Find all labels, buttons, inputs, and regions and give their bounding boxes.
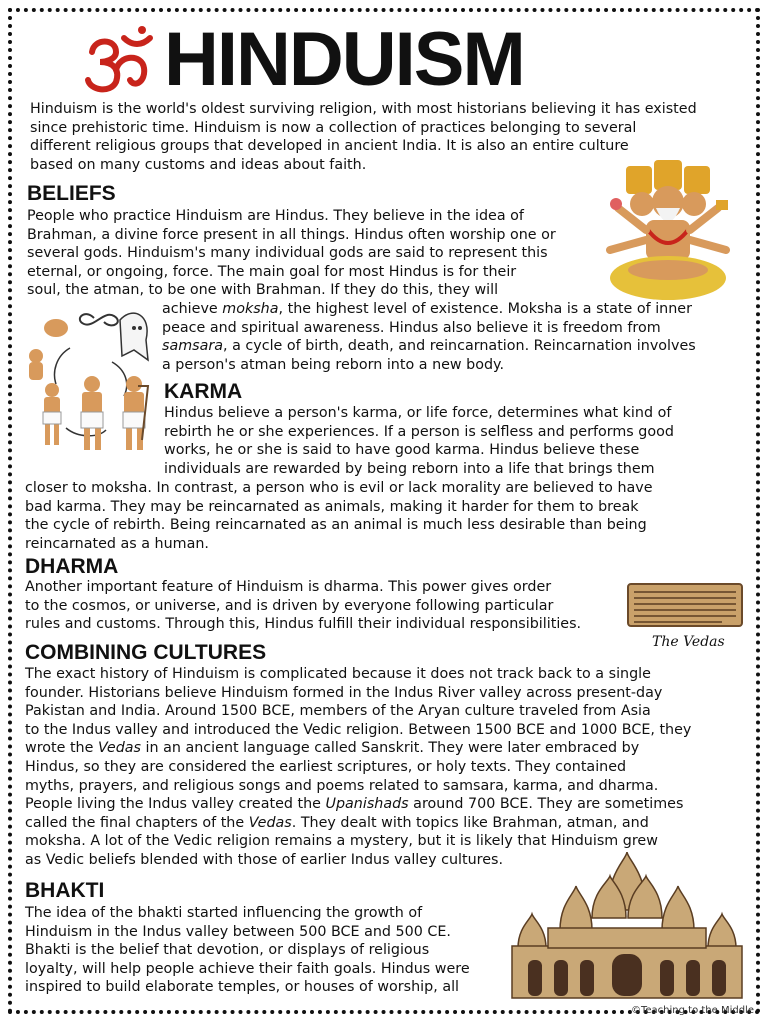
text-line: several gods. Hinduism's many individual gods are said to represent this: [27, 245, 548, 262]
text-line: moksha. A lot of the Vedic religion remains a mystery, but it is likely that Hinduism grew: [25, 833, 658, 850]
brahma-illustration: [598, 160, 738, 305]
text-line: soul, the atman, to be one with Brahman. If they do this, they will: [27, 282, 499, 299]
text-line: Hinduism in the Indus valley between 500 BCE and 500 CE.: [25, 923, 451, 940]
page-title: HINDUISM: [164, 17, 524, 102]
intro-paragraph: [30, 100, 697, 174]
title-row: [80, 17, 524, 102]
text-line: Hinduism is the world's oldest surviving religion, with most historians believing it has existed: [30, 101, 697, 117]
text-line: individuals are rewarded by being reborn into a life that brings them: [164, 460, 655, 477]
karma-heading: KARMA: [164, 380, 243, 403]
text-line: to the Indus valley and introduced the Vedic religion. Between 1500 BCE and 1000 BCE, they: [25, 721, 692, 738]
text-line: myths, prayers, and religious songs and poems related to samsara, karma, and dharma.: [25, 777, 659, 794]
text-line: The idea of the bhakti started influencing the growth of: [25, 905, 423, 921]
text-line: founder. Historians believe Hinduism formed in the Indus River valley across present-day: [25, 684, 663, 701]
text-line: works, he or she is said to have good karma. Hindus believe these: [164, 442, 640, 459]
text-line: People living the Indus valley created the Upanishads around 700 BCE. They are sometimes: [25, 796, 684, 813]
text-line: Bhakti is the belief that devotion, or displays of religious: [25, 942, 430, 959]
text-line: the cycle of rebirth. Being reincarnated as an animal is much less desirable than being: [25, 517, 647, 534]
bhakti-heading: BHAKTI: [25, 879, 105, 902]
beliefs-paragraph: [27, 207, 556, 300]
text-line: People who practice Hinduism are Hindus. They believe in the idea of: [27, 208, 524, 224]
dharma-heading: DHARMA: [25, 555, 119, 578]
temple-illustration: [508, 852, 746, 1000]
combining-cultures-heading: COMBINING CULTURES: [25, 641, 267, 664]
text-line: peace and spiritual awareness. Hindus also believe it is freedom from: [162, 319, 661, 336]
text-line: called the final chapters of the Vedas. They dealt with topics like Brahman, atman, and: [25, 814, 649, 831]
text-line: rules and customs. Through this, Hindus fulfill their individual responsibilities.: [25, 616, 582, 633]
text-line: to the cosmos, or universe, and is driven by everyone following particular: [25, 597, 554, 614]
text-line: achieve moksha, the highest level of existence. Moksha is a state of inner: [162, 301, 692, 317]
text-line: wrote the Vedas in an ancient language called Sanskrit. They were later embraced by: [25, 740, 640, 757]
vedas-caption: The Vedas: [652, 634, 725, 650]
text-line: eternal, or ongoing, force. The main goal for most Hindus is for their: [27, 263, 517, 280]
om-symbol-icon: [80, 24, 160, 96]
text-line: closer to moksha. In contrast, a person who is evil or lack morality are believed to have: [25, 480, 653, 496]
vedas-manuscript-illustration: [626, 582, 744, 628]
text-line: Hindus believe a person's karma, or life force, determines what kind of: [164, 405, 672, 421]
text-line: bad karma. They may be reincarnated as animals, making it harder for them to break: [25, 498, 639, 515]
text-line: rebirth he or she experiences. If a person is selfless and performs good: [164, 423, 674, 440]
dharma-paragraph: [25, 578, 581, 634]
text-line: Another important feature of Hinduism is dharma. This power gives order: [25, 579, 552, 595]
text-line: Hindus, so they are considered the earliest scriptures, or holy texts. They contained: [25, 758, 627, 775]
text-line: The exact history of Hinduism is complicated because it does not track back to a single: [25, 666, 651, 682]
text-line: different religious groups that developed in ancient India. It is also an entire culture: [30, 138, 629, 155]
combining-cultures-paragraph: [25, 665, 691, 870]
karma-paragraph-cont: [25, 479, 653, 553]
text-line: loyalty, will help people achieve their faith goals. Hindus were: [25, 960, 470, 977]
text-line: as Vedic beliefs blended with those of earlier Indus valley cultures.: [25, 851, 503, 868]
karma-paragraph: [164, 404, 674, 478]
text-line: reincarnated as a human.: [25, 535, 209, 552]
reincarnation-cycle-illustration: [22, 300, 160, 460]
beliefs-paragraph-cont: [162, 300, 696, 374]
copyright-credit: ©Teaching to the Middle: [630, 1005, 754, 1016]
text-line: samsara, a cycle of birth, death, and reincarnation. Reincarnation involves: [162, 338, 696, 355]
text-line: based on many customs and ideas about faith.: [30, 156, 367, 173]
text-line: Brahman, a divine force present in all things. Hindus often worship one or: [27, 226, 556, 243]
text-line: Pakistan and India. Around 1500 BCE, members of the Aryan culture traveled from Asia: [25, 703, 651, 720]
beliefs-heading: BELIEFS: [27, 182, 116, 205]
text-line: inspired to build elaborate temples, or houses of worship, all: [25, 979, 460, 996]
text-line: a person's atman being reborn into a new body.: [162, 356, 505, 373]
bhakti-paragraph: [25, 904, 470, 997]
text-line: since prehistoric time. Hinduism is now a collection of practices belonging to several: [30, 119, 637, 136]
